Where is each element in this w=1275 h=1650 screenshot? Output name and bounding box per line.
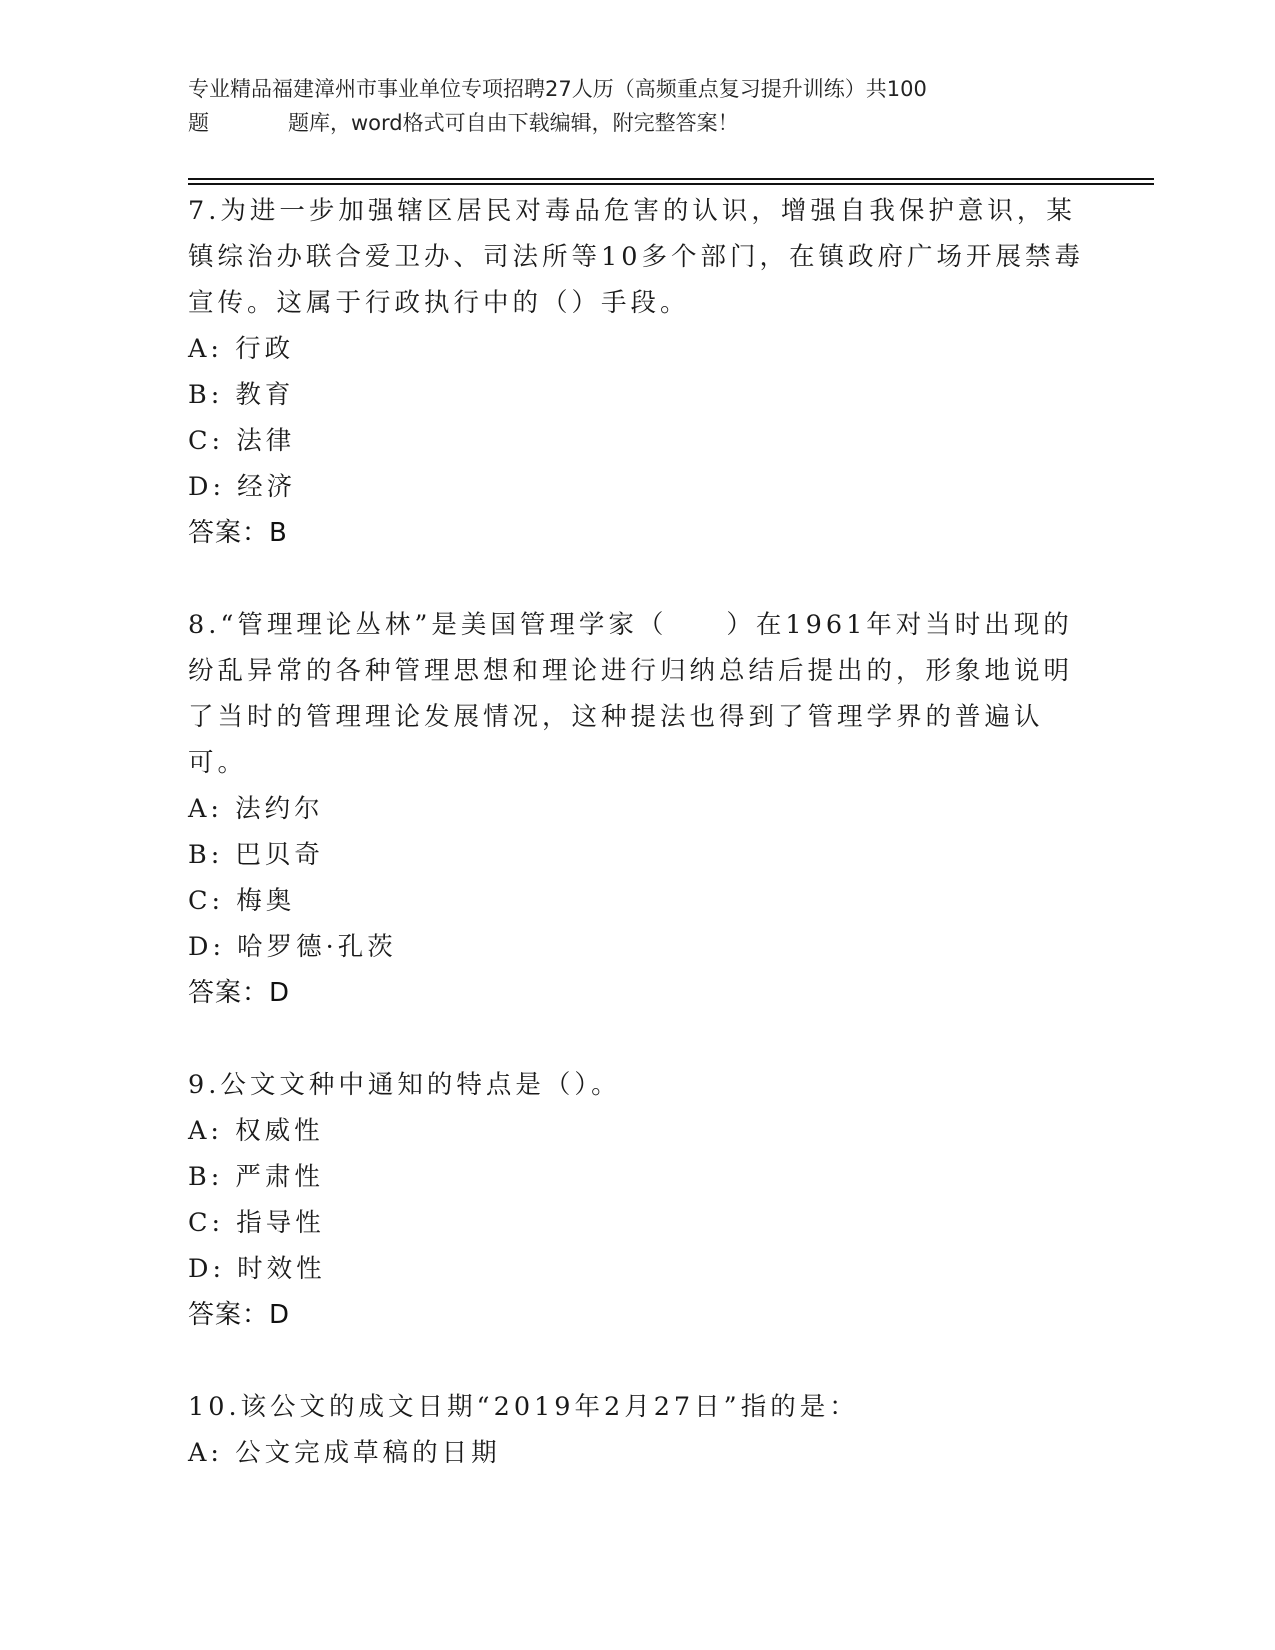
answer-line: 答案：B <box>188 518 288 548</box>
option-c: C: 法律 <box>188 426 296 456</box>
header-line-2-rest: 题库，word格式可自由下载编辑，附完整答案！ <box>288 111 739 135</box>
header-line-2-start: 题 <box>188 111 209 135</box>
question-7 <box>188 188 1088 556</box>
question-stem: 10.该公文的成文日期“2019年2月27日”指的是： <box>188 1392 859 1422</box>
document-header <box>188 72 1068 140</box>
question-10 <box>188 1384 1088 1476</box>
header-line-1: 专业精品福建漳州市事业单位专项招聘27人历（高频重点复习提升训练）共100 <box>188 77 927 101</box>
header-line-2 <box>188 106 1068 140</box>
option-a: A: 法约尔 <box>188 794 324 824</box>
question-list <box>188 188 1088 1522</box>
option-c: C: 指导性 <box>188 1208 325 1238</box>
question-8 <box>188 602 1088 1016</box>
answer-line: 答案：D <box>188 978 291 1008</box>
header-divider-bottom <box>188 183 1154 185</box>
option-a: A: 权威性 <box>188 1116 324 1146</box>
answer-line: 答案：D <box>188 1300 291 1330</box>
option-b: B: 严肃性 <box>188 1162 324 1192</box>
option-d: D: 哈罗德·孔茨 <box>188 932 397 962</box>
option-d: D: 经济 <box>188 472 297 502</box>
option-a: A: 行政 <box>188 334 295 364</box>
option-a: A: 公文完成草稿的日期 <box>188 1438 501 1468</box>
question-9 <box>188 1062 1088 1338</box>
option-b: B: 巴贝奇 <box>188 840 324 870</box>
option-c: C: 梅奥 <box>188 886 296 916</box>
header-divider-top <box>188 178 1154 180</box>
option-b: B: 教育 <box>188 380 295 410</box>
option-d: D: 时效性 <box>188 1254 326 1284</box>
question-stem: 8.“管理理论丛林”是美国管理学家（ ）在1961年对当时出现的纷乱异常的各种管理思想和理论进行归纳总结后提出的，形象地说明了当时的管理理论发展情况，这种提法也得到了管理学界的普遍认可。 <box>188 610 1074 778</box>
question-stem: 7.为进一步加强辖区居民对毒品危害的认识，增强自我保护意识，某镇综治办联合爱卫办、司法所等10多个部门，在镇政府广场开展禁毒宣传。这属于行政执行中的（）手段。 <box>188 196 1084 318</box>
question-stem: 9.公文文种中通知的特点是（）。 <box>188 1070 621 1100</box>
